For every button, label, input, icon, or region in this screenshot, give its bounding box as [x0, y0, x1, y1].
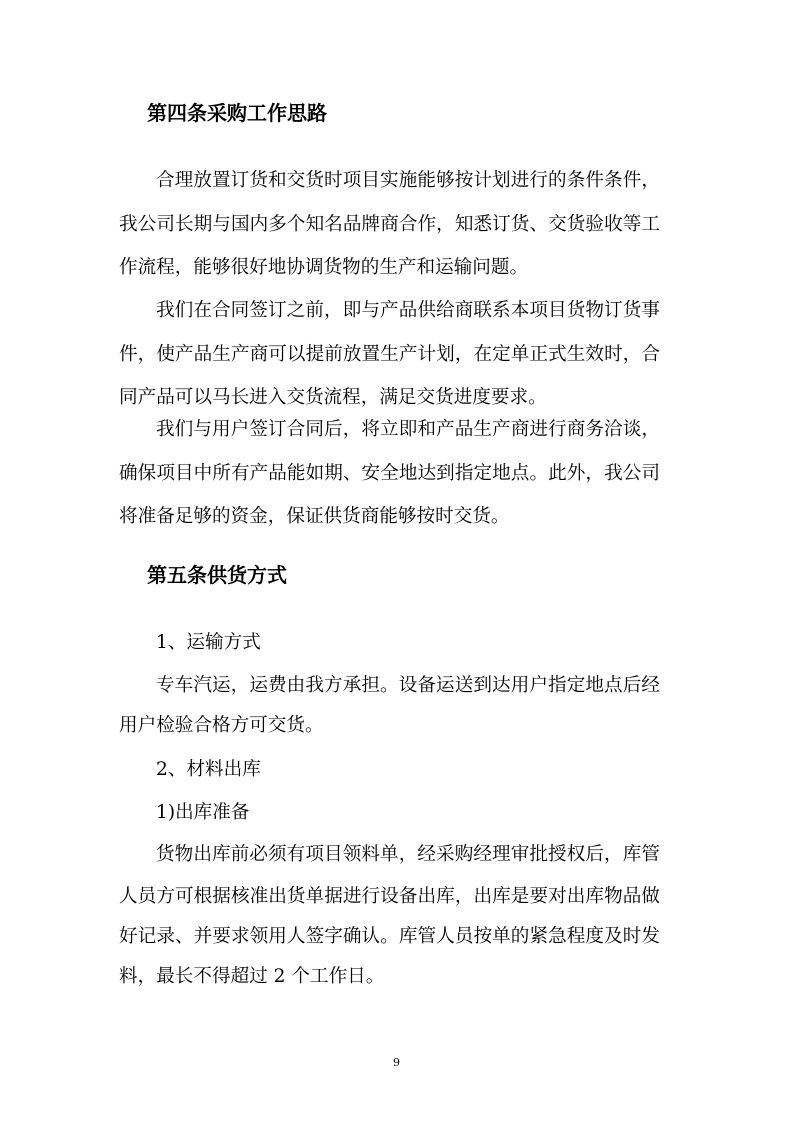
paragraph-line: 同产品可以马长进入交货流程，满足交货进度要求。: [119, 387, 547, 408]
paragraph-line: 料，最长不得超过 2 个工作日。: [119, 966, 385, 987]
paragraph-line: 2、材料出库: [156, 759, 261, 780]
paragraph-line: 我们与用户签订合同后，将立即和产品生产商进行商务洽谈，: [156, 419, 660, 440]
paragraph-line: 1、运输方式: [156, 632, 261, 653]
paragraph-line: 将准备足够的资金，保证供货商能够按时交货。: [119, 506, 510, 527]
page-number: 9: [393, 1056, 400, 1069]
paragraph-line: 我们在合同签订之前，即与产品供给商联系本项目货物订货事: [156, 300, 660, 321]
paragraph-line: 货物出库前必须有项目领料单，经采购经理审批授权后，库管: [156, 844, 660, 865]
paragraph-line: 用户检验合格方可交货。: [119, 715, 324, 736]
paragraph-line: 人员方可根据核准出货单据进行设备出库，出库是要对出库物品做: [119, 886, 660, 907]
paragraph-line: 专车汽运，运费由我方承担。设备运送到达用户指定地点后经: [156, 675, 660, 696]
paragraph-line: 确保项目中所有产品能如期、安全地达到指定地点。此外，我公司: [119, 463, 660, 484]
section-heading: 第四条采购工作思路: [147, 101, 327, 125]
paragraph-line: 作流程，能够很好地协调货物的生产和运输问题。: [119, 257, 529, 278]
paragraph-line: 好记录、并要求领用人签字确认。库管人员按单的紧急程度及时发: [119, 926, 660, 947]
paragraph-line: 1)出库准备: [156, 802, 250, 823]
section-heading: 第五条供货方式: [147, 563, 287, 587]
paragraph-line: 合理放置订货和交货时项目实施能够按计划进行的条件条件，: [156, 170, 660, 191]
paragraph-line: 件，使产品生产商可以提前放置生产计划，在定单正式生效时，合: [119, 344, 660, 365]
paragraph-line: 我公司长期与国内多个知名品牌商合作，知悉订货、交货验收等工: [119, 214, 660, 235]
